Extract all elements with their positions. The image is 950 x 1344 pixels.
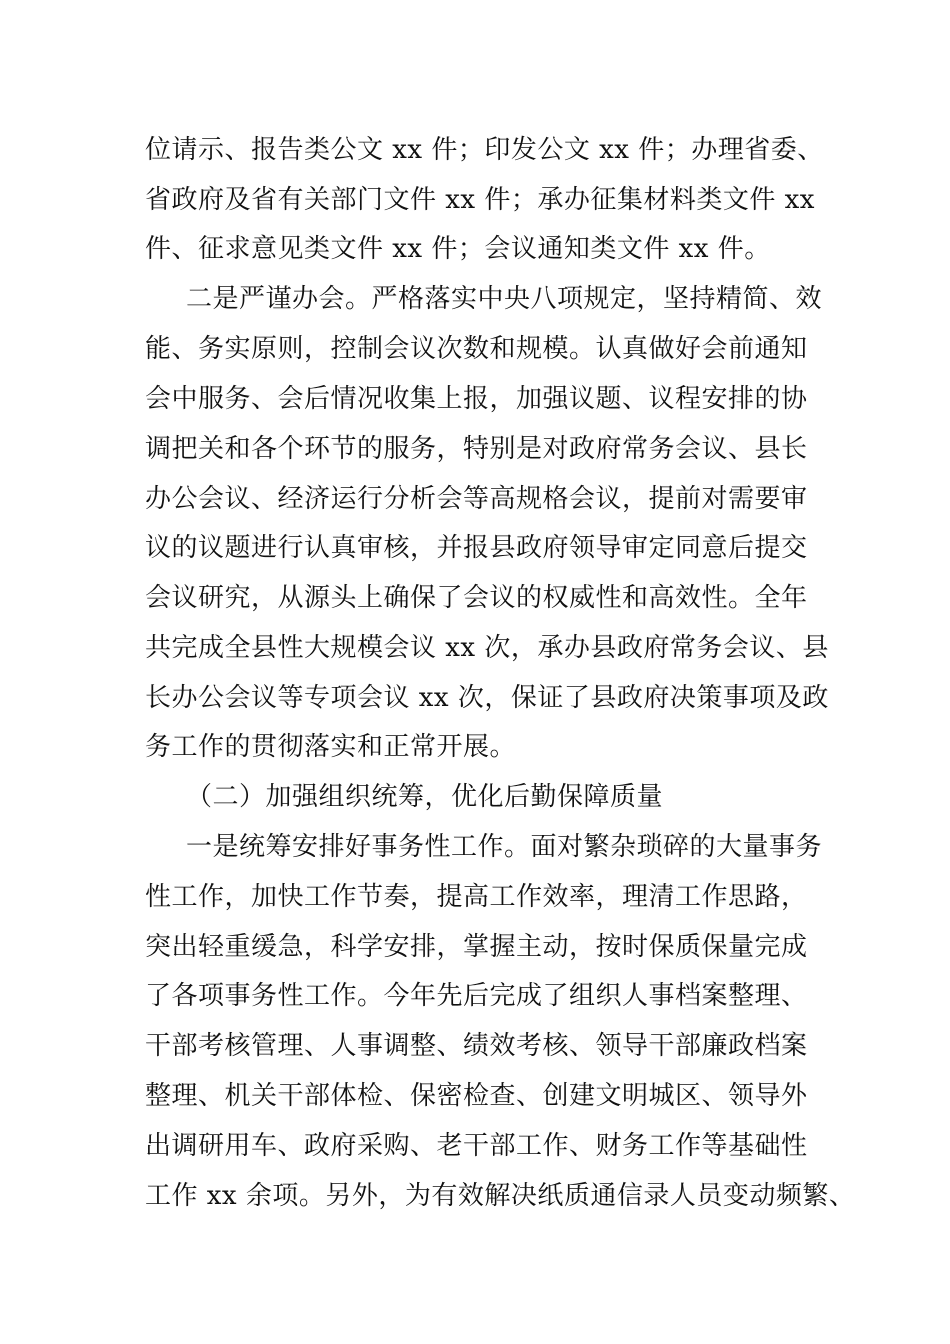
text-line: 了各项事务性工作。今年先后完成了组织人事档案整理、 — [145, 981, 808, 1011]
text-line: 共完成全县性大规模会议 xx 次，承办县政府常务会议、县 — [145, 633, 829, 663]
text-line: 干部考核管理、人事调整、绩效考核、领导干部廉政档案 — [145, 1031, 808, 1061]
text-line: 务工作的贯彻落实和正常开展。 — [145, 732, 517, 762]
text-line: 能、务实原则，控制会议次数和规模。认真做好会前通知 — [145, 334, 808, 364]
text-line: 位请示、报告类公文 xx 件；印发公文 xx 件；办理省委、 — [145, 135, 824, 165]
text-line: 出调研用车、政府采购、老干部工作、财务工作等基础性 — [145, 1131, 808, 1161]
text-line: 议的议题进行认真审核，并报县政府领导审定同意后提交 — [145, 533, 808, 563]
paragraph-start-line: 一是统筹安排好事务性工作。面对繁杂琐碎的大量事务 — [186, 832, 823, 862]
text-line: 会中服务、会后情况收集上报，加强议题、议程安排的协 — [145, 384, 808, 414]
text-line: 办公会议、经济运行分析会等高规格会议，提前对需要审 — [145, 484, 808, 514]
text-line: 性工作，加快工作节奏，提高工作效率，理清工作思路， — [145, 882, 808, 912]
text-line: 工作 xx 余项。另外，为有效解决纸质通信录人员变动频繁、 — [145, 1181, 856, 1211]
text-line: 调把关和各个环节的服务，特别是对政府常务会议、县长 — [145, 434, 808, 464]
paragraph-start-line: 二是严谨办会。严格落实中央八项规定，坚持精简、效 — [186, 284, 823, 314]
text-line: 会议研究，从源头上确保了会议的权威性和高效性。全年 — [145, 583, 808, 613]
text-line: 省政府及省有关部门文件 xx 件；承办征集材料类文件 xx — [145, 185, 815, 215]
text-line: 件、征求意见类文件 xx 件；会议通知类文件 xx 件。 — [145, 234, 771, 264]
text-line: 长办公会议等专项会议 xx 次，保证了县政府决策事项及政 — [145, 683, 829, 713]
section-heading: （二）加强组织统筹，优化后勤保障质量 — [186, 782, 664, 812]
text-line: 突出轻重缓急，科学安排，掌握主动，按时保质保量完成 — [145, 932, 808, 962]
text-line: 整理、机关干部体检、保密检查、创建文明城区、领导外 — [145, 1081, 808, 1111]
